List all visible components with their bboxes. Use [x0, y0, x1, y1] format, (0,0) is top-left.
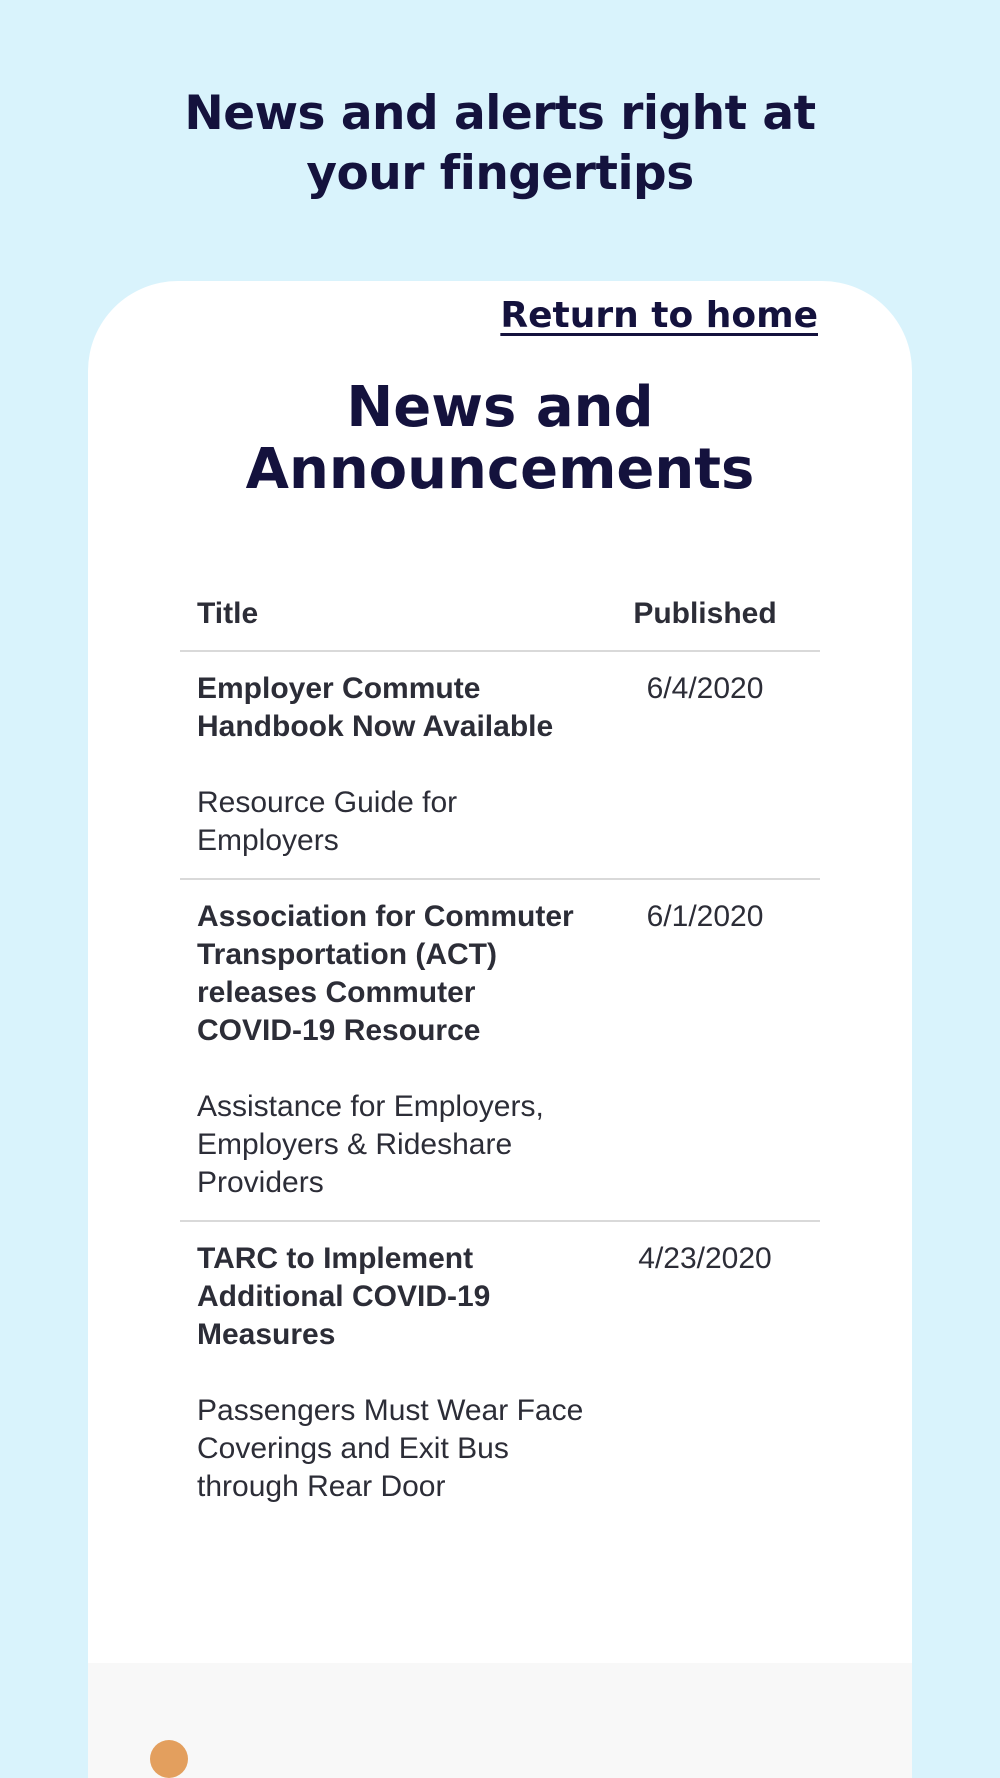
page-title-line1: News and — [346, 375, 654, 440]
phone-screen-card — [88, 281, 912, 1778]
news-item-title[interactable]: TARC to Implement Additional COVID-19 Measures — [197, 1242, 491, 1351]
promo-headline-line1: News and alerts right at — [184, 86, 816, 141]
news-item-date: 6/1/2020 — [590, 879, 820, 1221]
promo-headline-line2: your fingertips — [306, 146, 694, 201]
table-row — [180, 1221, 820, 1524]
news-item-title[interactable]: Employer Commute Handbook Now Available — [197, 672, 554, 743]
news-item-subtitle: Passengers Must Wear Face Coverings and Exit Bus through Rear Door — [197, 1394, 584, 1503]
promo-headline — [0, 84, 1000, 204]
table-header-row — [180, 596, 820, 651]
news-item-cell — [180, 879, 590, 1221]
news-item-subtitle: Assistance for Employers, Employers & Rideshare Providers — [197, 1090, 544, 1199]
accent-dot-icon — [150, 1740, 188, 1778]
news-item-cell — [180, 1221, 590, 1524]
news-table — [180, 596, 820, 1524]
footer-band — [88, 1663, 912, 1778]
news-item-cell — [180, 651, 590, 879]
return-to-home-link[interactable]: Return to home — [500, 295, 818, 336]
news-item-subtitle: Resource Guide for Employers — [197, 786, 458, 857]
column-header-published: Published — [590, 596, 820, 651]
news-item-date: 6/4/2020 — [590, 651, 820, 879]
table-row — [180, 651, 820, 879]
column-header-title: Title — [180, 596, 590, 651]
page-title-line2: Announcements — [245, 437, 755, 502]
news-item-date: 4/23/2020 — [638, 1242, 772, 1275]
table-row — [180, 879, 820, 1221]
news-item-title[interactable]: Association for Commuter Transportation (ACT) releases Commuter COVID-19 Resource — [197, 900, 574, 1047]
page-title — [88, 377, 912, 501]
